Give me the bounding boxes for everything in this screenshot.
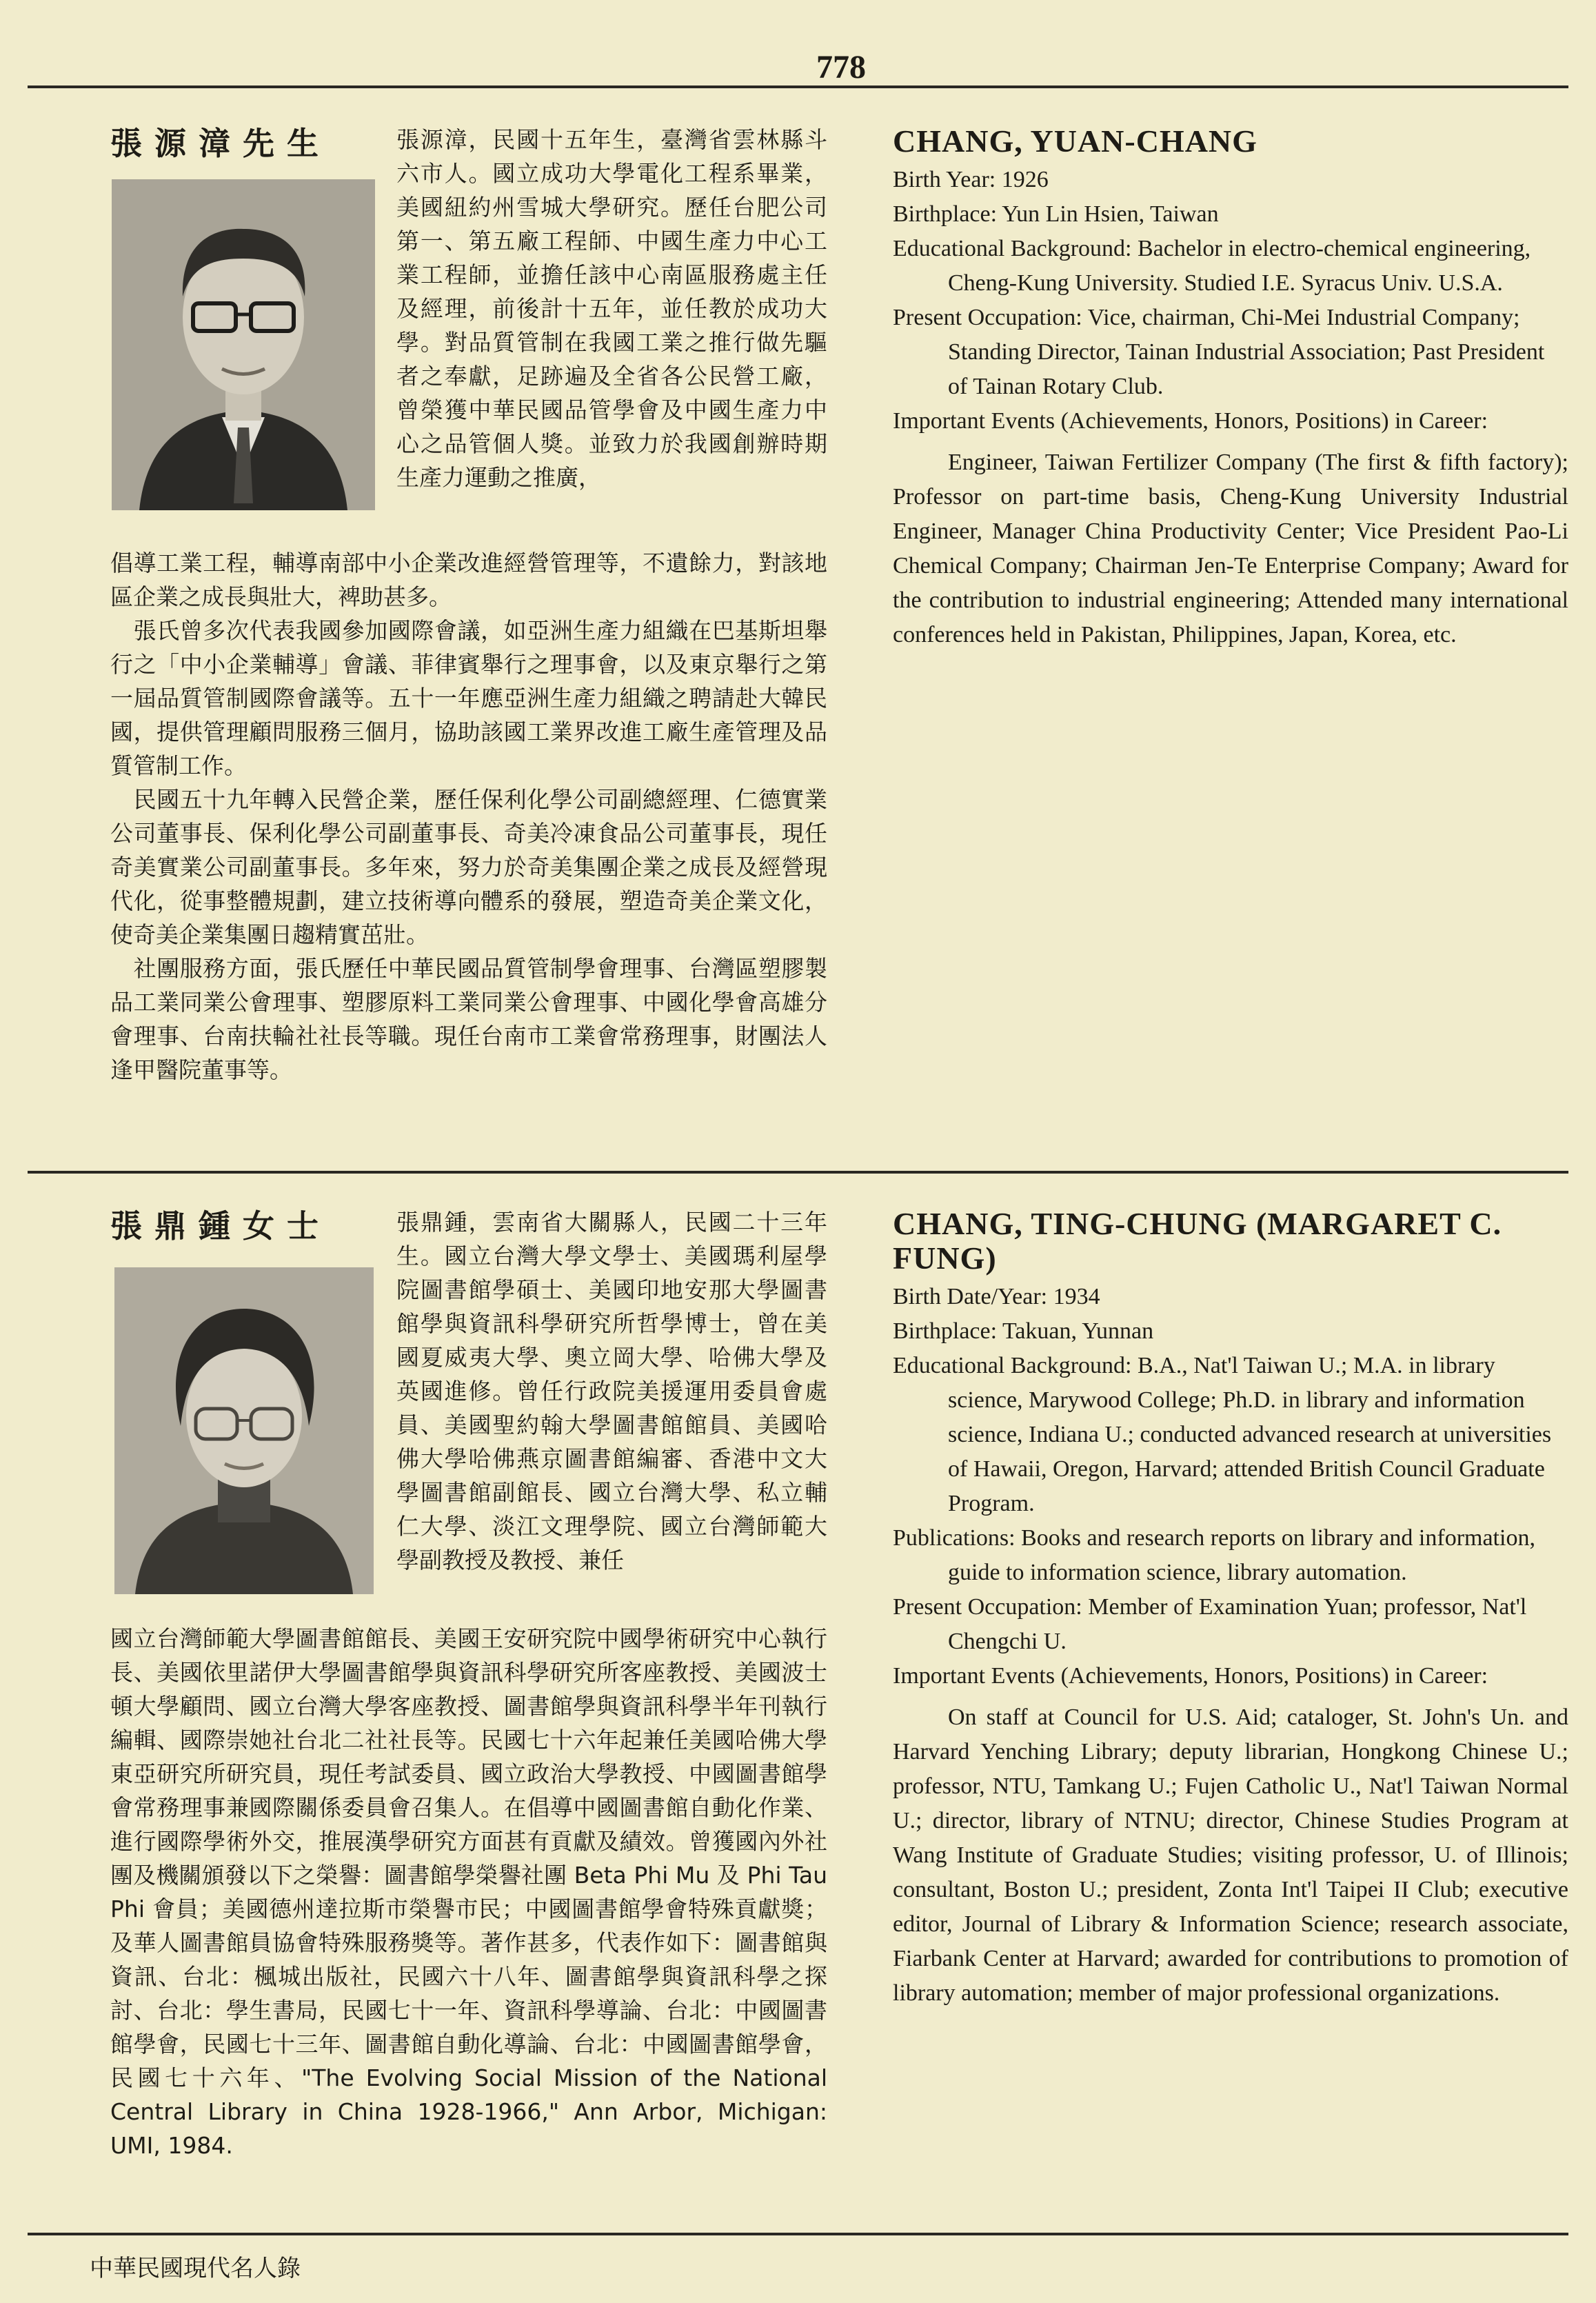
top-rule (28, 86, 1568, 88)
chinese-biography-body (110, 546, 827, 1087)
birthplace-field: Birthplace: Takuan, Yunnan (893, 1318, 1154, 1344)
chinese-name: 張源漳先生 (110, 125, 331, 162)
chinese-paragraph: 倡導工業工程，輔導南部中小企業改進經營管理等，不遺餘力，對該地區企業之成長與壯大，裨助甚多。 (110, 550, 827, 610)
publications-field: Publications: Books and research reports on library and information, guide to information science, library automation. (893, 1525, 1535, 1585)
entry-chang-yuan-chang (0, 103, 1596, 1152)
education-field: Educational Background: Bachelor in electro-chemical engineering, Cheng-Kung University. Studied I.E. Syracus Univ. U.S.A. (893, 236, 1531, 296)
birth-date-field: Birth Date/Year: 1934 (893, 1284, 1100, 1309)
chinese-paragraph: 民國五十九年轉入民營企業，歷任保利化學公司副總經理、仁德實業公司董事長、保利化學公司副董事長、奇美冷凍食品公司董事長，現任奇美實業公司副董事長。多年來，努力於奇美集團企業之成長及經營現代化，從事整體規劃，建立技術導向體系的發展，塑造奇美企業文化，使奇美企業集團日趨精實茁壯。 (110, 786, 827, 948)
education-field: Educational Background: B.A., Nat'l Taiwan U.; M.A. in library science, Marywood College; Ph.D. in library and information science, Indiana U.; conducted advanced research at universities of Hawaii, Oregon, Harvard; attended British Council Graduate Program. (893, 1353, 1552, 1516)
entry-chang-ting-chung (0, 1186, 1596, 2220)
entry-divider (28, 1171, 1568, 1174)
occupation-field: Present Occupation: Vice, chairman, Chi-Mei Industrial Company; Standing Director, Tainan Industrial Association; Past President of Tainan Rotary Club. (893, 305, 1545, 399)
chinese-name: 張鼎鍾女士 (110, 1207, 331, 1245)
portrait-man-icon (112, 179, 375, 510)
portrait-woman-icon (114, 1267, 374, 1594)
chinese-paragraph: 國立台灣師範大學圖書館館長、美國王安研究院中國學術研究中心執行長、美國依里諾伊大學圖書館學與資訊科學研究所客座教授、美國波士頓大學顧問、國立台灣大學客座教授、圖書館學與資訊科學半年刊執行編輯、國際崇她社台北二社社長等。民國七十六年起兼任美國哈佛大學東亞研究所研究員，現任考試委員、國立政治大學教授、中國圖書館學會常務理事兼國際關係委員會召集人。在倡導中國圖書館自動化作業、進行國際學術外交，推展漢學研究方面甚有貢獻及績效。曾獲國內外社團及機關頒發以下之榮譽：圖書館學榮譽社團 Beta Phi Mu 及 Phi Tau Phi 會員；美國德州達拉斯市榮譽市民；中國圖書館學會特殊貢獻獎；及華人圖書館員協會特殊服務獎等。著作甚多，代表作如下：圖書館與資訊、台北：楓城出版社，民國六十八年、圖書館學與資訊科學之探討、台北：學生書局，民國七十一年、資訊科學導論、台北：中國圖書館學會，民國七十三年、圖書館自動化導論、台北：中國圖書館學會，民國七十六年、"The Evolving Social Mission of the National Central Library in China 1928-1966," Ann Arbor, Michigan: UMI, 1984. (110, 1625, 827, 2159)
events-heading: Important Events (Achievements, Honors, Positions) in Career: (893, 408, 1488, 434)
chinese-paragraph: 社團服務方面，張氏歷任中華民國品質管制學會理事、台灣區塑膠製品工業同業公會理事、塑膠原料工業同業公會理事、中國化學會高雄分會理事、台南扶輪社社長等職。現任台南市工業會常務理事，財團法人逢甲醫院董事等。 (110, 955, 827, 1083)
birth-year-field: Birth Year: 1926 (893, 167, 1049, 192)
english-name: CHANG, YUAN-CHANG (893, 123, 1257, 159)
chinese-biography-body (110, 1622, 827, 2162)
page-number: 778 (816, 49, 866, 86)
occupation-field: Present Occupation: Member of Examination Yuan; professor, Nat'l Chengchi U. (893, 1594, 1527, 1654)
birthplace-field: Birthplace: Yun Lin Hsien, Taiwan (893, 201, 1219, 227)
events-text: Engineer, Taiwan Fertilizer Company (The first & fifth factory); Professor on part-time basis, Cheng-Kung University Industrial Engineer, Manager China Productivity Center; Vice President Pao-Li Chemical Company; Chairman Jen-Te Enterprise Company; Award for the contribution to industrial engineering; Attended many international conferences held in Pakistan, Philippines, Japan, Korea, etc. (893, 450, 1568, 647)
events-heading: Important Events (Achievements, Honors, Positions) in Career: (893, 1663, 1488, 1689)
footer-title: 中華民國現代名人錄 (90, 2255, 301, 2282)
english-biography (893, 1207, 1568, 2011)
chinese-paragraph: 張氏曾多次代表我國參加國際會議，如亞洲生產力組織在巴基斯坦舉行之「中小企業輔導」會議、菲律賓舉行之理事會，以及東京舉行之第一屆品質管制國際會議等。五十一年應亞洲生產力組織之聘請赴大韓民國，提供管理顧問服務三個月，協助該國工業界改進工廠生產管理及品質管制工作。 (110, 617, 827, 779)
chinese-biography-lead: 張源漳，民國十五年生，臺灣省雲林縣斗六市人。國立成功大學電化工程系畢業，美國紐約州雪城大學研究。歷任台肥公司第一、第五廠工程師、中國生產力中心工業工程師，並擔任該中心南區服務處主任及經理，前後計十五年，並任教於成功大學。對品質管制在我國工業之推行做先驅者之奉獻，足跡遍及全省各公民營工廠，曾榮獲中華民國品管學會及中國生產力中心之品管個人獎。並致力於我國創辦時期生產力運動之推廣， (396, 126, 827, 491)
events-text: On staff at Council for U.S. Aid; cataloger, St. John's Un. and Harvard Yenching Library; deputy librarian, Hongkong Chinese U.; professor, NTU, Tamkang U.; Fujen Catholic U., Nat'l Taiwan Normal U.; director, library of NTNU; director, Chinese Studies Program at Wang Institute of Graduate Studies; visiting professor, U. of Illinois; consultant, Boston U.; president, Zonta Int'l Taipei II Club; executive editor, Journal of Library & Information Science; research associate, Fiarbank Center at Harvard; awarded for contributions to promotion of library automation; member of major professional organizations. (893, 1704, 1568, 2006)
chinese-biography-lead: 張鼎鍾，雲南省大關縣人，民國二十三年生。國立台灣大學文學士、美國瑪利屋學院圖書館學碩士、美國印地安那大學圖書館學與資訊科學研究所哲學博士，曾在美國夏威夷大學、奧立岡大學、哈佛大學及英國進修。曾任行政院美援運用委員會處員、美國聖約翰大學圖書館館員、美國哈佛大學哈佛燕京圖書館編審、香港中文大學圖書館副館長、國立台灣大學、私立輔仁大學、淡江文理學院、國立台灣師範大學副教授及教授、兼任 (396, 1209, 827, 1573)
english-name: CHANG, TING-CHUNG (MARGARET C. FUNG) (893, 1206, 1502, 1276)
footer-rule (28, 2233, 1568, 2235)
english-biography (893, 124, 1568, 652)
